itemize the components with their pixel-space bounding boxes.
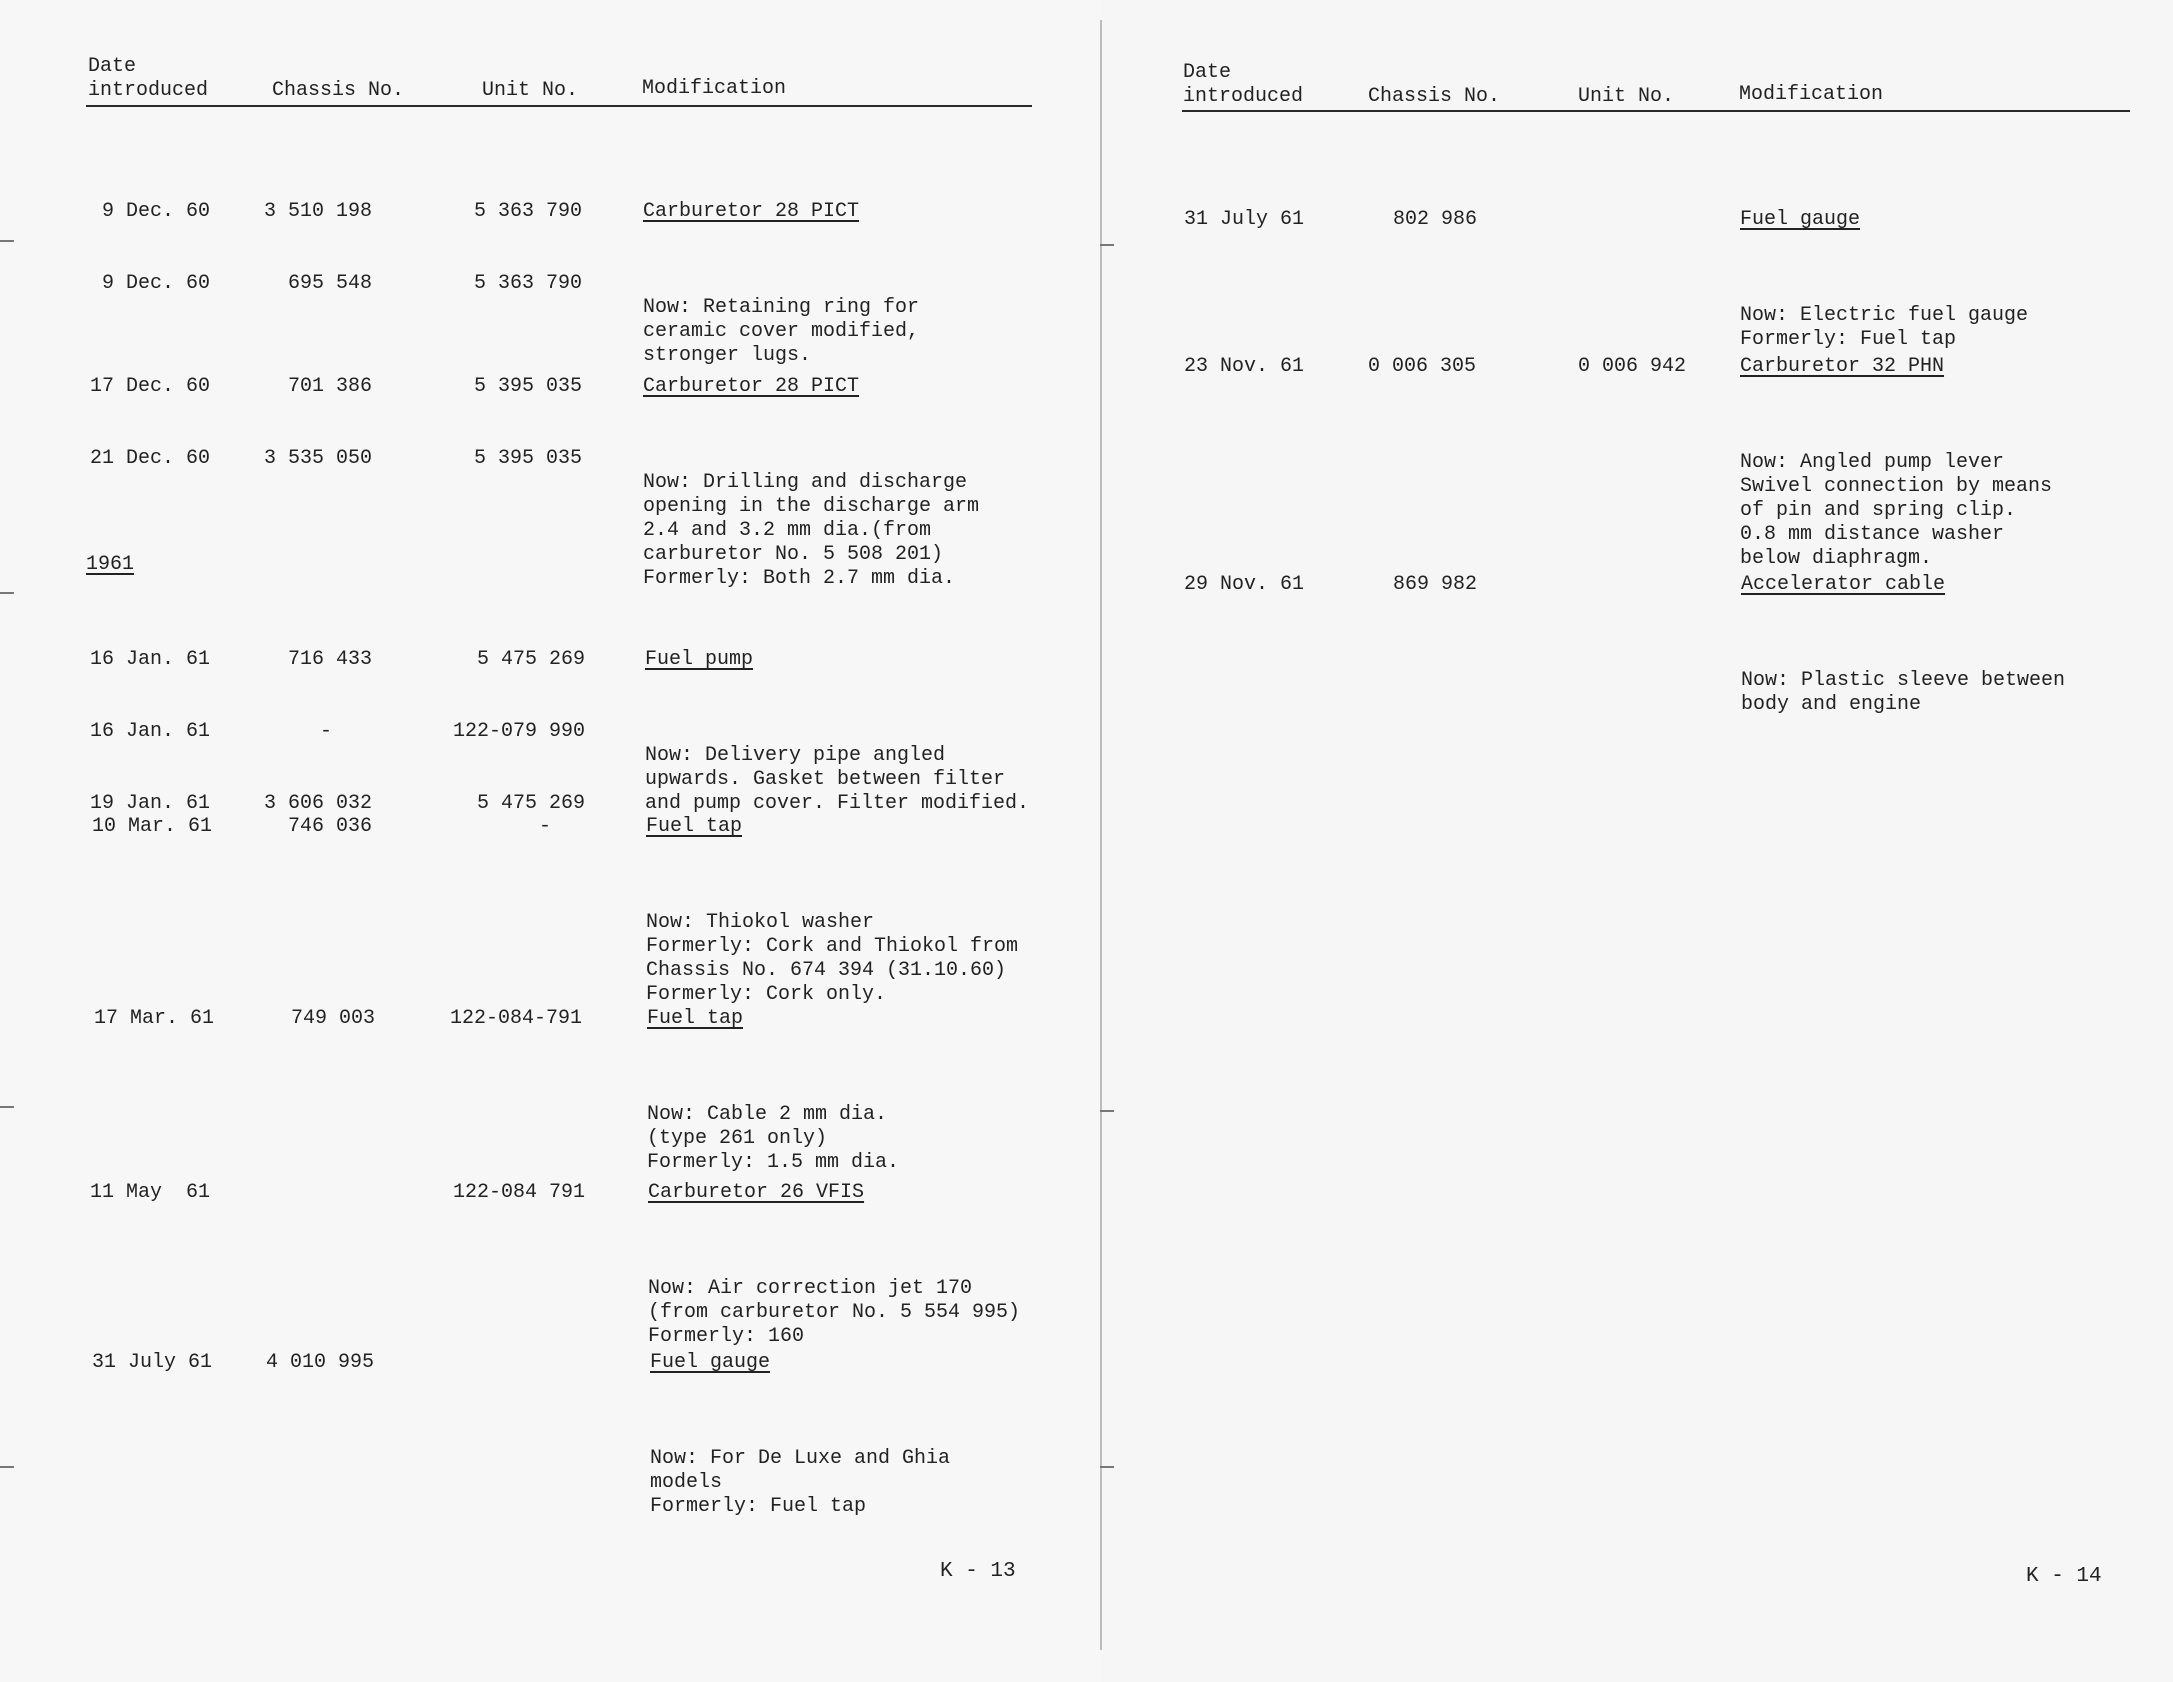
entry-dates (80, 959, 214, 1079)
entry-chassis-no: 3 510 198 (263, 200, 372, 223)
entry-date: 16 Jan. 61 (89, 648, 210, 671)
margin-mark (0, 592, 14, 594)
entry-chassis-no: 4 010 995 (266, 1351, 375, 1374)
entry-chassis (266, 1303, 374, 1423)
entry-modification (1741, 525, 2065, 765)
entry-date: 19 Jan. 61 (89, 792, 210, 815)
header-date-line2: introduced (1183, 85, 1304, 108)
entry-chassis (240, 152, 372, 344)
modification-title: Fuel tap (647, 1007, 744, 1030)
modification-body: Now: Cable 2 mm dia. (type 261 only) Formerly: 1.5 mm dia. (647, 1103, 900, 1174)
page-gutter (1100, 20, 1102, 1650)
entry-dates (92, 1303, 212, 1423)
entry-unit-no: 5 475 269 (476, 792, 585, 815)
entry-chassis-no: 695 548 (287, 272, 372, 295)
header-date-line2: introduced (88, 79, 209, 102)
entry-dates (80, 152, 210, 344)
entry-unit-no: 122-084 791 (452, 1181, 585, 1204)
header-unit: Unit No. (1578, 85, 1675, 108)
modification-title: Fuel tap (646, 815, 743, 838)
entry-date: 31 July 61 (92, 1351, 213, 1374)
entry-dates (80, 327, 210, 519)
modification-body: Now: Angled pump lever Swivel connection by means of pin and spring clip. 0.8 mm distance washer below diaphragm. (1740, 451, 2053, 570)
entry-chassis (240, 327, 372, 519)
margin-mark (1100, 244, 1114, 246)
modification-title: Fuel gauge (1740, 208, 1861, 231)
modification-title: Fuel pump (645, 648, 754, 671)
entry-units (430, 1133, 585, 1253)
entry-units (430, 327, 582, 519)
entry-unit-no: 122-079 990 (452, 720, 585, 743)
margin-mark (0, 240, 14, 242)
entry-dates (80, 767, 212, 887)
entry-date: 10 Mar. 61 (91, 815, 212, 838)
entry-chassis (240, 767, 372, 887)
year-label: 1961 (86, 553, 135, 576)
modification-body: Now: Plastic sleeve between body and engine (1741, 669, 2066, 716)
modification-body: Now: Electric fuel gauge Formerly: Fuel tap (1740, 304, 2029, 351)
header-unit: Unit No. (482, 79, 579, 102)
entry-chassis-no: 0 006 305 (1368, 355, 1477, 378)
modification-body: Now: Drilling and discharge opening in the discharge arm 2.4 and 3.2 mm dia.(from carburetor No. 5 508 201) Formerly: Both 2.7 mm dia. (643, 471, 980, 590)
modification-title: Accelerator cable (1741, 573, 1946, 596)
header-date (1183, 61, 1303, 109)
entry-chassis (1368, 307, 1476, 427)
entry-unit-no: 5 395 035 (473, 447, 582, 470)
entry-date: 17 Dec. 60 (89, 375, 210, 398)
entry-units (1578, 307, 1686, 427)
entry-date: 21 Dec. 60 (89, 447, 210, 470)
entry-unit-no: 5 475 269 (476, 648, 585, 671)
entry-date: 9 Dec. 60 (101, 200, 210, 223)
entry-modification (643, 327, 979, 639)
entry-date: 17 Mar. 61 (93, 1007, 214, 1030)
modification-body: Now: Air correction jet 170 (from carburetor No. 5 554 995) Formerly: 160 (648, 1277, 1021, 1348)
modification-title: Fuel gauge (650, 1351, 771, 1374)
entry-chassis-no: - (319, 720, 332, 743)
entry-date: 31 July 61 (1184, 208, 1305, 231)
header-date-line1: Date (1183, 61, 1232, 84)
modification-title: Carburetor 28 PICT (643, 375, 860, 398)
modification-title: Carburetor 26 VFIS (648, 1181, 865, 1204)
header-modification: Modification (642, 77, 787, 100)
margin-mark (0, 1466, 14, 1468)
modification-body: Now: Thiokol washer Formerly: Cork and Thiokol from Chassis No. 674 394 (31.10.60) Formerly: Cork only. (646, 911, 1019, 1006)
entry-chassis (240, 959, 375, 1079)
entry-date: 11 May 61 (90, 1181, 211, 1204)
entry-chassis-no: 749 003 (290, 1007, 375, 1030)
entry-modification (650, 1303, 950, 1567)
header-rule (86, 105, 1032, 107)
entry-date: 23 Nov. 61 (1184, 355, 1305, 378)
entry-units (430, 600, 585, 864)
margin-mark (1100, 1110, 1114, 1112)
entry-chassis-no: 716 433 (287, 648, 372, 671)
entry-chassis (1393, 525, 1477, 645)
modification-title: Carburetor 28 PICT (643, 200, 860, 223)
modification-body: Now: For De Luxe and Ghia models Formerly: Fuel tap (650, 1447, 951, 1518)
header-date-line1: Date (88, 55, 137, 78)
header-rule (1182, 110, 2130, 112)
entry-units (430, 152, 582, 344)
entry-unit-no: 0 006 942 (1578, 355, 1687, 378)
header-modification: Modification (1739, 83, 1884, 106)
entry-units (430, 959, 582, 1079)
header-chassis: Chassis No. (272, 79, 405, 102)
page-number: K - 13 (940, 1560, 1016, 1583)
margin-mark (1100, 1466, 1114, 1468)
entry-chassis-no: 3 606 032 (263, 792, 372, 815)
entry-chassis-no: 3 535 050 (263, 447, 372, 470)
entry-chassis-no: 869 982 (1393, 573, 1478, 596)
entry-dates (1184, 525, 1304, 645)
modification-body: Now: Retaining ring for ceramic cover modified, stronger lugs. (643, 296, 920, 367)
entry-dates (1184, 160, 1304, 280)
entry-chassis-no: 802 986 (1393, 208, 1478, 231)
header-chassis: Chassis No. (1368, 85, 1501, 108)
entry-date: 9 Dec. 60 (101, 272, 210, 295)
entry-unit-no: 5 363 790 (473, 272, 582, 295)
entry-unit-no: 5 395 035 (473, 375, 582, 398)
entry-chassis-no: 701 386 (287, 375, 372, 398)
entry-unit-no: - (538, 815, 551, 838)
entry-date: 29 Nov. 61 (1184, 573, 1305, 596)
entry-units (535, 767, 555, 887)
page-number: K - 14 (2026, 1565, 2102, 1588)
entry-chassis-no: 746 036 (287, 815, 372, 838)
modification-body: Now: Delivery pipe angled upwards. Gasket between filter and pump cover. Filter modified. (645, 744, 1030, 815)
entry-date: 16 Jan. 61 (89, 720, 210, 743)
header-date (88, 55, 208, 103)
entry-unit-no: 122-084-791 (449, 1007, 582, 1030)
modification-title: Carburetor 32 PHN (1740, 355, 1945, 378)
entry-dates (90, 1133, 210, 1253)
entry-chassis (1393, 160, 1477, 280)
margin-mark (0, 1106, 14, 1108)
entry-dates (1184, 307, 1304, 427)
entry-unit-no: 5 363 790 (473, 200, 582, 223)
